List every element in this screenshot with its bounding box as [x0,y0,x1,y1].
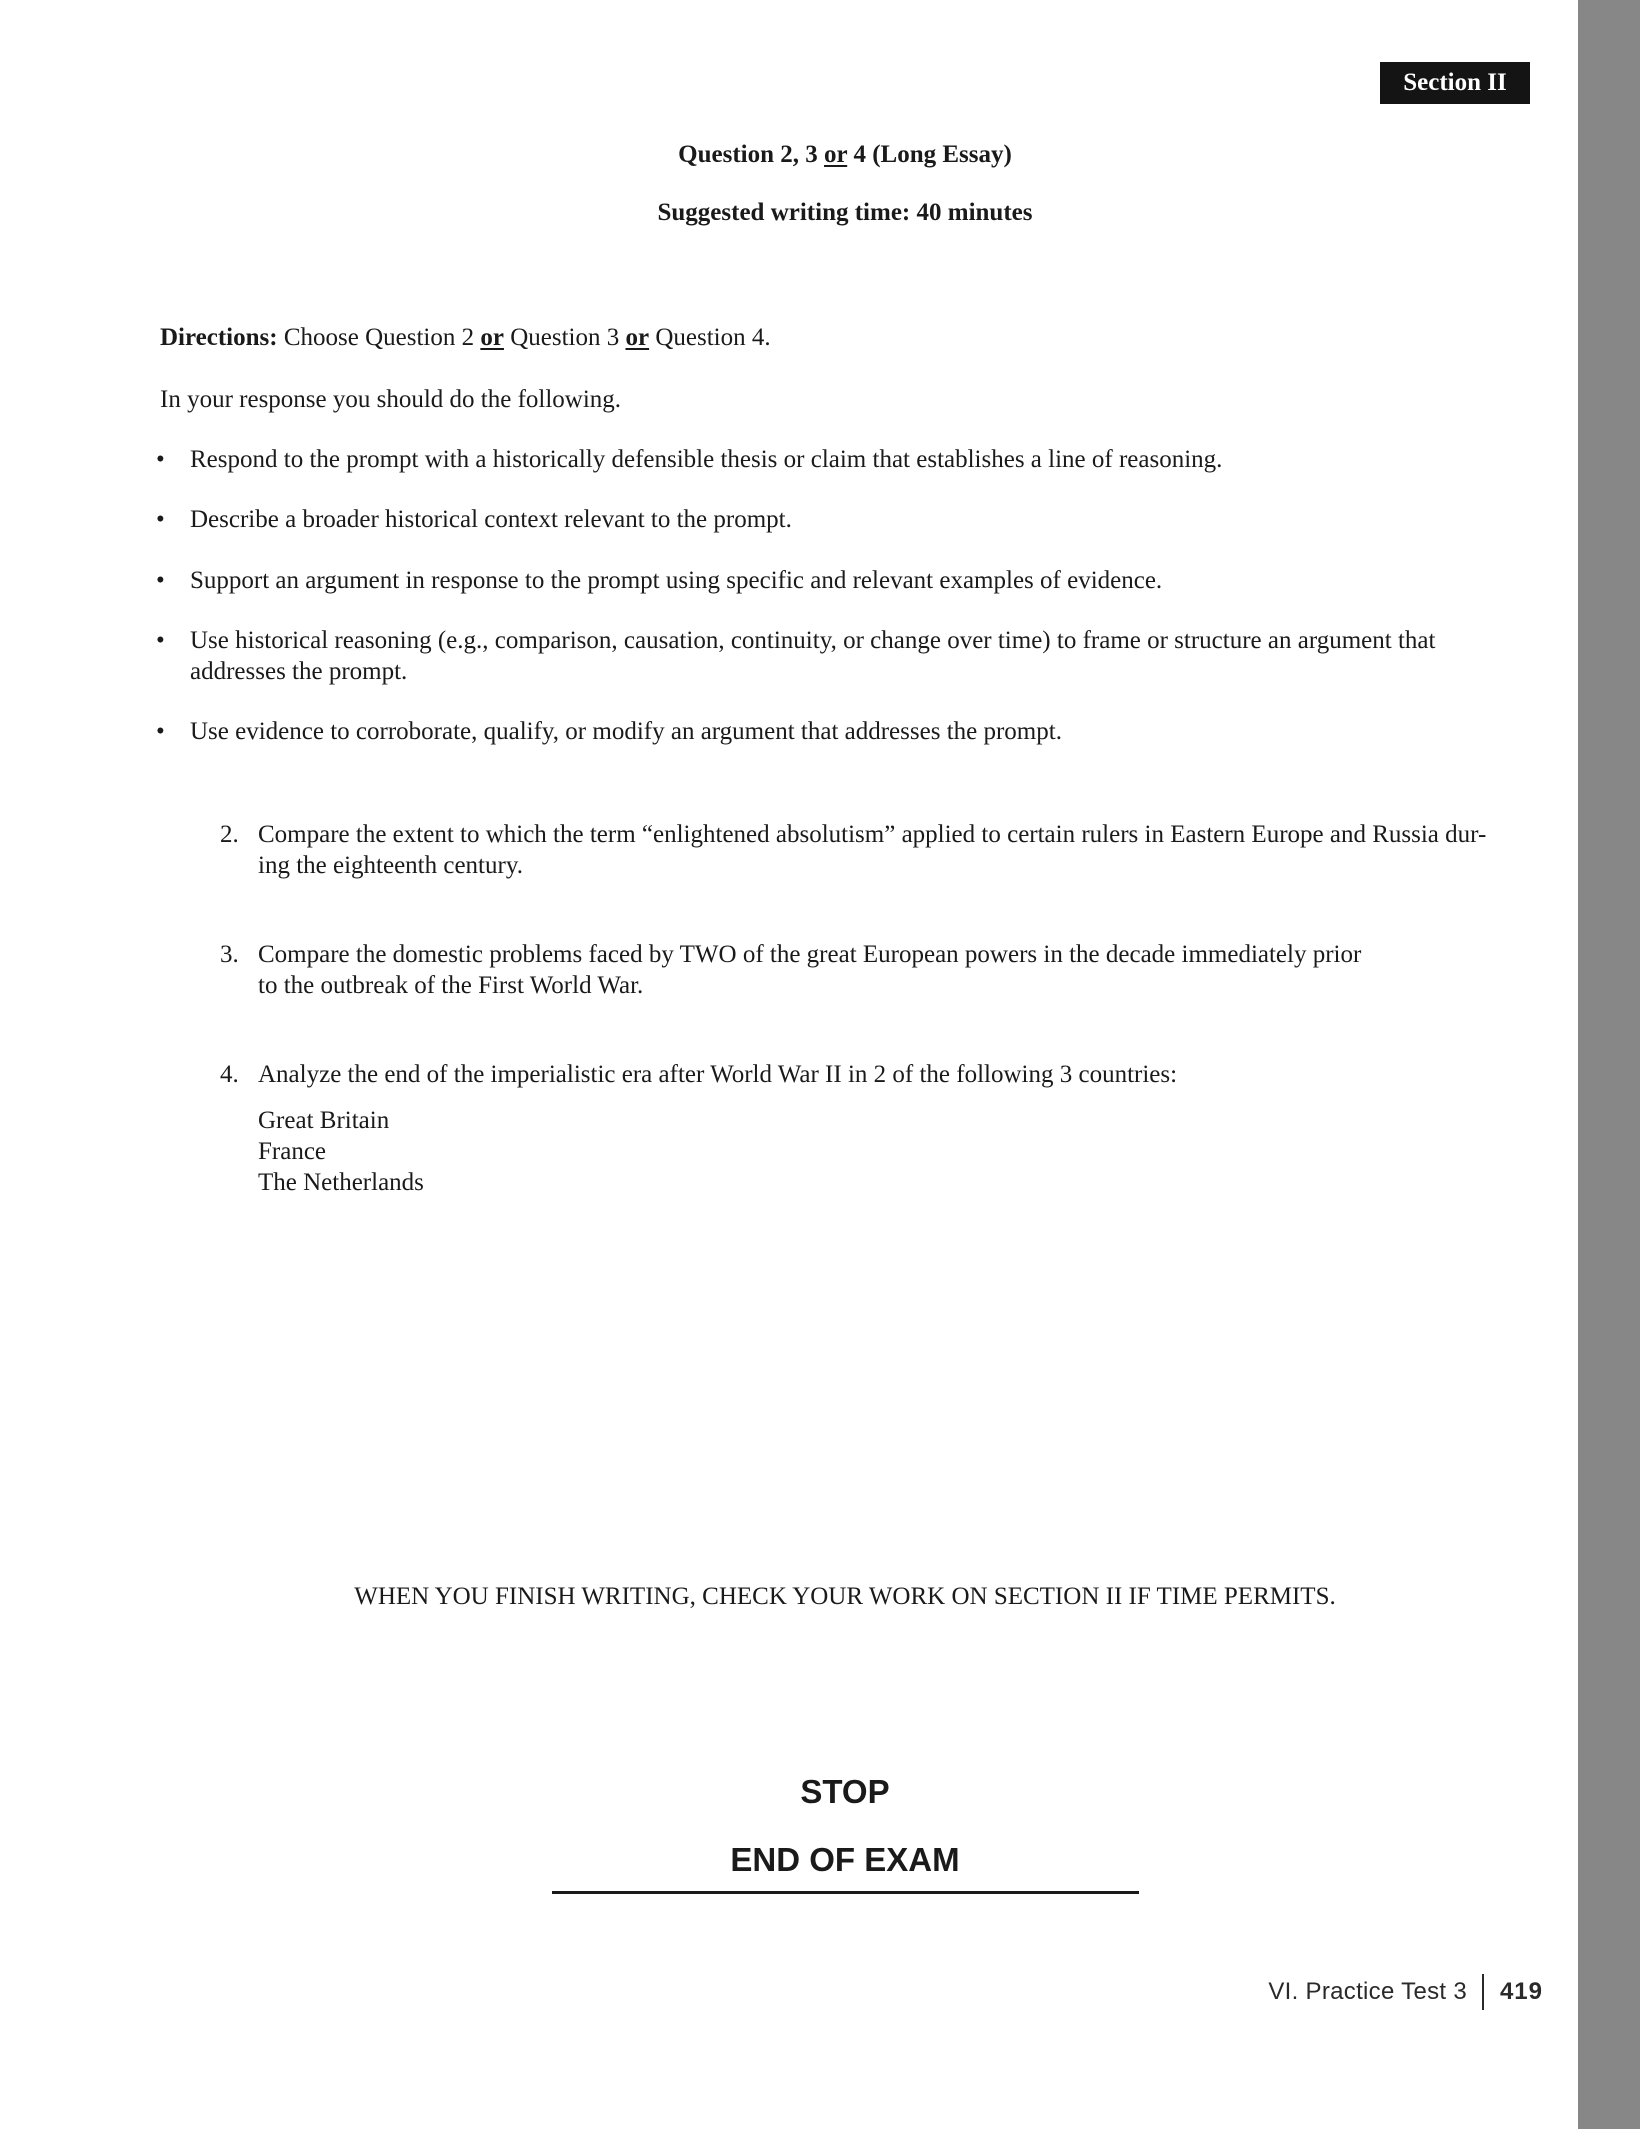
question-number: 3. [220,941,239,968]
bullet-item [156,444,1496,475]
question-number: 4. [220,1061,239,1088]
question-number: 2. [220,821,239,848]
page-number: 419 [1499,1978,1543,2005]
country-item: The Netherlands [258,1169,424,1196]
end-divider [552,1891,1139,1894]
question-3 [212,939,1532,1001]
question-4 [212,1059,1532,1090]
heading-or: or [824,141,848,168]
question-text-line1: Analyze the end of the imperialistic era after World War II in 2 of the following 3 countries: [258,1061,1178,1088]
bullet-dot: • [156,627,165,654]
writing-time-heading: Suggested writing time: 40 minutes [657,199,1033,226]
finish-notice: WHEN YOU FINISH WRITING, CHECK YOUR WORK ON SECTION II IF TIME PERMITS. [354,1583,1336,1610]
country-item: Great Britain [258,1107,390,1134]
bullet-item [156,504,1496,535]
bullet-text: Support an argument in response to the prompt using specific and relevant examples of evidence. [190,567,1163,594]
heading-text-part1: Question 2, 3 [678,141,825,168]
section-tag: Section II [1380,62,1530,104]
instructions-intro: In your response you should do the following. [160,386,622,413]
bullet-text: Respond to the prompt with a historically defensible thesis or claim that establishes a line of reasoning. [190,446,1223,473]
directions [160,322,771,353]
directions-text2: Question 3 [503,324,626,351]
bullet-item [156,716,1496,747]
bullet-item [156,565,1496,596]
bullet-item [156,625,1496,687]
bullet-dot: • [156,718,165,745]
bullet-dot: • [156,446,165,473]
bullet-dot: • [156,506,165,533]
heading-text-part2: 4 (Long Essay) [847,141,1012,168]
directions-label: Directions: [160,324,278,351]
bullet-dot: • [156,567,165,594]
bullet-text: Use evidence to corroborate, qualify, or modify an argument that addresses the prompt. [190,718,1062,745]
directions-or1: or [480,324,504,351]
footer-chapter-label: VI. Practice Test 3 [1268,1978,1467,2005]
directions-or2: or [625,324,650,351]
question-text-line2: ing the eighteenth century. [258,852,523,879]
page-footer [1200,1974,1545,2010]
question-heading [0,141,1640,169]
bullet-text: Use historical reasoning (e.g., comparison, causation, continuity, or change over time) to frame or structure an argument that addresses the prompt. [190,627,1436,685]
question-text-line1: Compare the domestic problems faced by TWO of the great European powers in the decade immediately prior [258,941,1362,968]
footer-divider [1482,1974,1484,2010]
stop-heading: STOP [800,1773,890,1810]
country-item: France [258,1138,327,1165]
end-of-exam-heading: END OF EXAM [730,1841,960,1878]
bullet-text: Describe a broader historical context relevant to the prompt. [190,506,792,533]
question-2 [212,819,1532,881]
directions-text3: Question 4. [649,324,771,351]
question-text-line1: Compare the extent to which the term “enlightened absolutism” applied to certain rulers in Eastern Europe and Russia dur- [258,821,1487,848]
directions-text1: Choose Question 2 [277,324,481,351]
question-text-line2: to the outbreak of the First World War. [258,972,644,999]
